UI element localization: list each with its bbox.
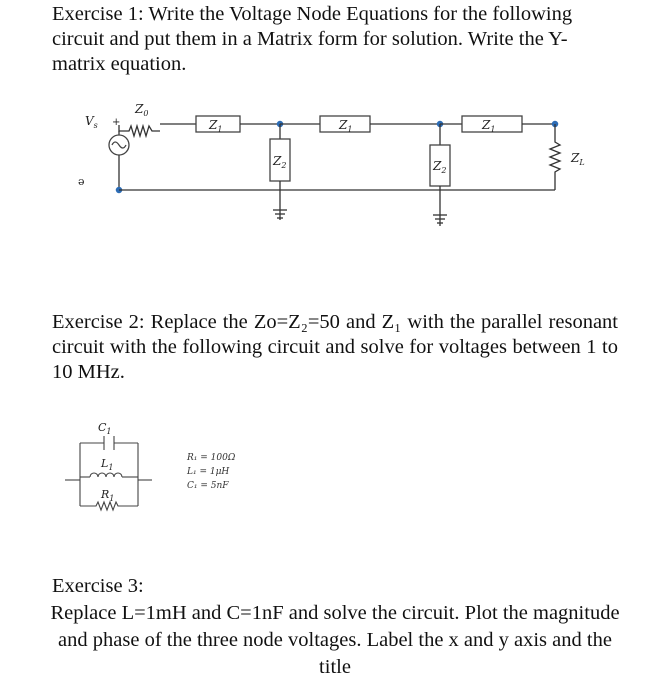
z0-resistor — [119, 125, 160, 136]
zl-resistor — [550, 124, 560, 190]
vs-label: $V_s$ — [85, 114, 98, 130]
c1-value: C₁ = 5nF — [187, 481, 229, 491]
zl-label: $Z_L$ — [571, 151, 585, 167]
exercise-2-text: Exercise 2: Replace the Zo=Z₂=50 and Z₁ with the parallel resonant circuit with the following circuit and solve for voltages between 1 to 10 MHz. — [52, 311, 618, 383]
l1-label: $L_1$ — [101, 457, 114, 472]
exercise-1-text: Exercise 1: Write the Voltage Node Equations for the following circuit and put them in a Matrix form for solution. Write the Y-matrix equation. — [52, 3, 573, 75]
r1-resistor — [80, 502, 138, 510]
c1-label: $C_1$ — [98, 421, 112, 436]
z2-label-1: $Z_2$ — [273, 154, 287, 170]
r1-label: $R_1$ — [101, 488, 115, 503]
z1-label-3: $Z_1$ — [482, 118, 496, 134]
z1-label-2: $Z_1$ — [339, 118, 353, 134]
z2-label-2: $Z_2$ — [433, 159, 447, 175]
exercise-3-text: Replace L=1mH and C=1nF and solve the circuit. Plot the magnitude and phase of the three node voltages. Label the x and y axis and the title — [50, 602, 620, 678]
z1-label-1: $Z_1$ — [209, 118, 223, 134]
stray-mark: ə — [78, 175, 85, 188]
r1-value: R₁ = 100Ω — [187, 453, 236, 463]
exercise-3-heading: Exercise 3: — [52, 575, 144, 597]
plus-sign: + — [112, 117, 121, 128]
l1-inductor — [90, 473, 122, 477]
z0-label: $Z_0$ — [135, 102, 149, 118]
l1-value: L₁ = 1μH — [187, 467, 230, 477]
